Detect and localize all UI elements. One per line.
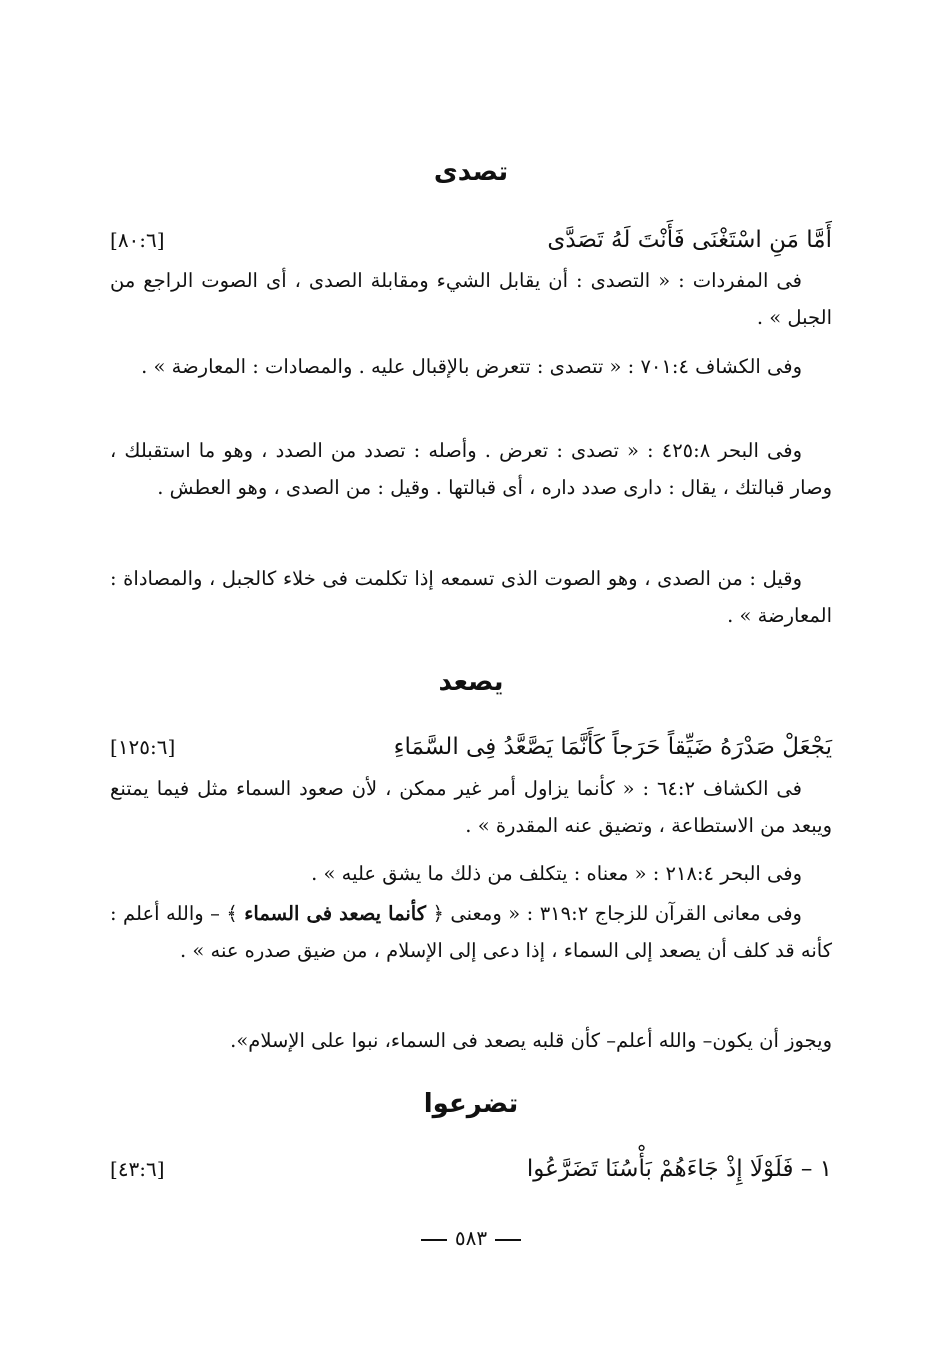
paragraph: فى المفردات : « التصدى : أن يقابل الشيء ومقابلة الصدى ، أى الصوت الراجع من الجبل » . [110,269,832,329]
paragraph-closing: ويجوز أن يكون– والله أعلم– كأن قلبه يصعد فى السماء، نبوا على الإسلام». [230,1029,832,1052]
quran-verse: يَجْعَلْ صَدْرَهُ ضَيِّقاً حَرَجاً كَأَنَّمَا يَصَّعَّدُ فِى السَّمَاءِ [393,734,832,760]
paragraph: وقيل : من الصدى ، وهو الصوت الذى تسمعه إذا تكلمت فى خلاء كالجبل ، والمصاداة : المعارضة » . [110,567,832,627]
page-number [110,1224,832,1252]
verse-row [110,1149,832,1189]
entry-heading: تضرعوا [423,1089,519,1119]
quoted-verse-bold: كأنما يصعد فى السماء [244,902,427,925]
verse-reference: [١٢٥:٦] [110,735,176,759]
verse-row [110,727,832,767]
entry-heading: تصدى [433,157,509,187]
paragraph-zajjaj [110,896,832,969]
quran-verse: أَمَّا مَنِ اسْتَغْنَى فَأَنْتَ لَهُ تَصَدَّى [547,227,832,253]
verse-row [110,220,832,260]
paragraph: وفى الكشاف ٧٠١:٤ : « تتصدى : تتعرض بالإقبال عليه . والمصادات : المعارضة » . [141,355,802,378]
verse-reference: [٤٣:٦] [110,1157,165,1181]
document-page [110,0,832,1350]
dash-decoration [495,1239,521,1241]
page-number-text: ٥٨٣ [454,1226,488,1250]
paragraph: فى الكشاف ٦٤:٢ : « كأنما يزاول أمر غير ممكن ، لأن صعود السماء مثل فيما يمتنع ويبعد من الاستطاعة ، وتضيق عنه المقدرة » . [110,777,832,837]
paragraph: وفى البحر ٢١٨:٤ : « معناه : يتكلف من ذلك ما يشق عليه » . [311,862,802,885]
dash-decoration [421,1239,447,1241]
verse-reference: [٨٠:٦] [110,228,165,252]
paragraph: وفى البحر ٤٢٥:٨ : « تصدى : تعرض . وأصله : تصدد من الصدد ، وهو ما استقبلك ، وصار قبالتك ، يقال : دارى صدد داره ، أى قبالتها . وقيل : من الصدى ، وهو العطش . [110,439,832,499]
zajjaj-text-after: ﴾ – والله أعلم : كأنه قد كلف أن يصعد إلى السماء ، إذا دعى إلى الإسلام ، من ضيق صدره عنه » . [110,902,832,962]
quran-verse: ١ – فَلَوْلَا إِذْ جَاءَهُمْ بَأْسُنَا تَضَرَّعُوا [526,1156,832,1182]
entry-heading: يصعد [438,667,504,697]
zajjaj-text-before: وفى معانى القرآن للزجاج ٣١٩:٢ : « ومعنى ﴿ [432,902,802,925]
